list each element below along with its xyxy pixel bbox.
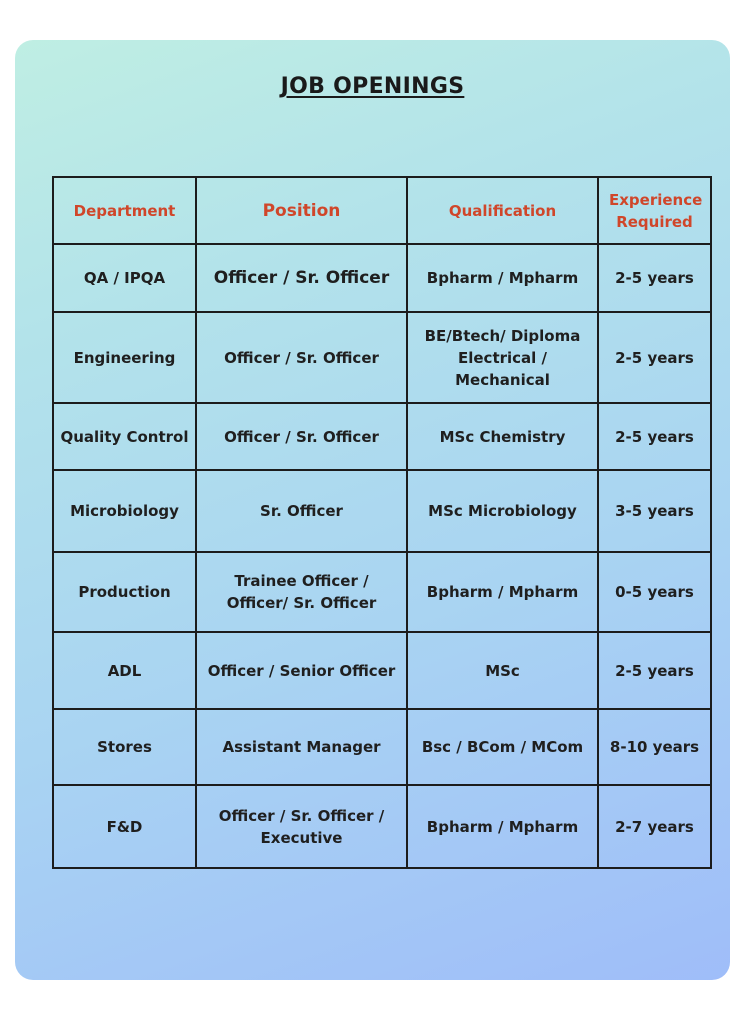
cell-department: F&D [53,785,196,868]
cell-department: Stores [53,709,196,785]
cell-experience: 0-5 years [598,552,711,632]
cell-qualification: Bpharm / Mpharm [407,552,598,632]
cell-department: QA / IPQA [53,244,196,312]
table-row [53,244,711,312]
cell-department: ADL [53,632,196,709]
cell-experience: 2-5 years [598,244,711,312]
cell-experience: 2-5 years [598,312,711,403]
cell-experience: 2-7 years [598,785,711,868]
cell-qualification: BE/Btech/ Diploma Electrical / Mechanical [407,312,598,403]
job-openings-table [52,176,712,869]
table-row [53,403,711,470]
cell-position: Sr. Officer [196,470,407,552]
table-row [53,785,711,868]
cell-qualification: MSc Microbiology [407,470,598,552]
cell-experience: 2-5 years [598,403,711,470]
table-row [53,470,711,552]
cell-department: Microbiology [53,470,196,552]
cell-experience: 2-5 years [598,632,711,709]
header-position: Position [196,177,407,244]
cell-position: Officer / Sr. Officer [196,403,407,470]
header-qualification: Qualification [407,177,598,244]
header-experience: Experience Required [598,177,711,244]
page-title: JOB OPENINGS [280,74,465,99]
cell-qualification: MSc [407,632,598,709]
cell-qualification: MSc Chemistry [407,403,598,470]
cell-department: Quality Control [53,403,196,470]
cell-department: Engineering [53,312,196,403]
cell-position: Officer / Sr. Officer / Executive [196,785,407,868]
header-department: Department [53,177,196,244]
table-row [53,632,711,709]
cell-experience: 3-5 years [598,470,711,552]
cell-qualification: Bpharm / Mpharm [407,785,598,868]
cell-position: Trainee Officer / Officer/ Sr. Officer [196,552,407,632]
cell-department: Production [53,552,196,632]
table-row [53,552,711,632]
cell-position: Officer / Senior Officer [196,632,407,709]
cell-position: Officer / Sr. Officer [196,244,407,312]
cell-experience: 8-10 years [598,709,711,785]
cell-position: Officer / Sr. Officer [196,312,407,403]
cell-qualification: Bsc / BCom / MCom [407,709,598,785]
cell-position: Assistant Manager [196,709,407,785]
cell-qualification: Bpharm / Mpharm [407,244,598,312]
table-row [53,709,711,785]
table-row [53,312,711,403]
table-header-row [53,177,711,244]
